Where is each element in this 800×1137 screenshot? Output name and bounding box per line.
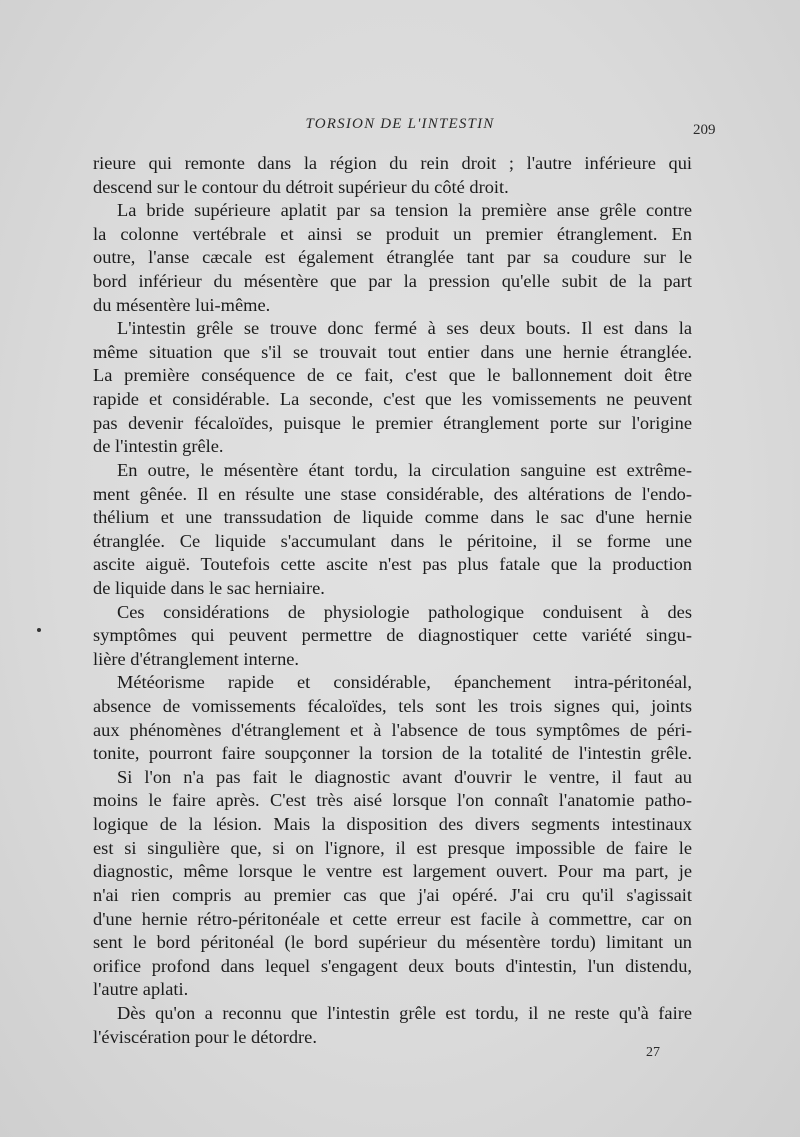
signature-mark: 27 <box>646 1045 660 1060</box>
body-text <box>93 152 692 1049</box>
text-line: n'ai rien compris au premier cas que j'ai opéré. J'ai cru qu'il s'agissait <box>93 884 692 905</box>
text-line: En outre, le mésentère étant tordu, la circulation sanguine est extrême- <box>117 459 692 480</box>
text-line: L'intestin grêle se trouve donc fermé à ses deux bouts. Il est dans la <box>117 318 692 339</box>
text-line: symptômes qui peuvent permettre de diagnostiquer cette variété singu- <box>93 625 692 646</box>
text-line: descend sur le contour du détroit supérieur du côté droit. <box>93 176 509 197</box>
text-line: sent le bord péritonéal (le bord supérieur du mésentère tordu) limitant un <box>93 932 692 953</box>
text-line: rapide et considérable. La seconde, c'est que les vomissements ne peuvent <box>93 389 692 410</box>
text-line: absence de vomissements fécaloïdes, tels sont les trois signes qui, joints <box>93 696 692 717</box>
text-line: logique de la lésion. Mais la disposition des divers segments intestinaux <box>93 814 692 835</box>
text-line: pas devenir fécaloïdes, puisque le premier étranglement porte sur l'origine <box>93 412 692 433</box>
text-line: de liquide dans le sac herniaire. <box>93 577 325 598</box>
text-line: même situation que s'il se trouvait tout entier dans une hernie étranglée. <box>93 341 692 362</box>
page-number: 209 <box>693 122 716 138</box>
text-line: rieure qui remonte dans la région du rein droit ; l'autre inférieure qui <box>93 153 692 173</box>
text-line: d'une hernie rétro-péritonéale et cette erreur est facile à commettre, car on <box>93 908 692 929</box>
text-line: aux phénomènes d'étranglement et à l'absence de tous symptômes de péri- <box>93 719 692 740</box>
text-line: moins le faire après. C'est très aisé lorsque l'on connaît l'anatomie patho- <box>93 790 692 811</box>
text-line: La bride supérieure aplatit par sa tension la première anse grêle contre <box>117 200 692 221</box>
text-line: Dès qu'on a reconnu que l'intestin grêle est tordu, il ne reste qu'à faire <box>117 1002 692 1023</box>
scan-speck <box>37 628 41 632</box>
text-line: bord inférieur du mésentère que par la pression qu'elle subit de la part <box>93 271 692 292</box>
text-line: outre, l'anse cæcale est également étranglée tant par sa coudure sur le <box>93 247 692 268</box>
text-line: lière d'étranglement interne. <box>93 648 300 669</box>
text-line: La première conséquence de ce fait, c'est que le ballonnement doit être <box>93 365 692 386</box>
text-line: de l'intestin grêle. <box>93 436 224 457</box>
running-head-title: TORSION DE L'INTESTIN <box>305 116 495 132</box>
text-line: est si singulière que, si on l'ignore, il est presque impossible de faire le <box>93 837 692 858</box>
text-line: du mésentère lui-même. <box>93 294 271 315</box>
text-line: ment gênée. Il en résulte une stase considérable, des altérations de l'endo- <box>93 483 692 504</box>
text-line: tonite, pourront faire soupçonner la torsion de la totalité de l'intestin grêle. <box>93 743 692 764</box>
text-line: étranglée. Ce liquide s'accumulant dans le péritoine, il se forme une <box>93 530 692 551</box>
text-line: ascite aiguë. Toutefois cette ascite n'est pas plus fatale que la production <box>93 554 692 575</box>
text-line: Si l'on n'a pas fait le diagnostic avant d'ouvrir le ventre, il faut au <box>117 766 692 787</box>
text-line: Météorisme rapide et considérable, épanchement intra-péritonéal, <box>117 672 692 693</box>
text-line: thélium et une transsudation de liquide comme dans le sac d'une hernie <box>93 507 692 528</box>
text-line: Ces considérations de physiologie pathologique conduisent à des <box>117 601 692 622</box>
text-line: l'autre aplati. <box>93 979 189 1000</box>
text-line: diagnostic, même lorsque le ventre est largement ouvert. Pour ma part, je <box>93 861 692 882</box>
text-line: la colonne vertébrale et ainsi se produit un premier étranglement. En <box>93 223 692 244</box>
text-line: l'éviscération pour le détordre. <box>93 1026 317 1047</box>
text-line: orifice profond dans lequel s'engagent deux bouts d'intestin, l'un distendu, <box>93 955 692 976</box>
